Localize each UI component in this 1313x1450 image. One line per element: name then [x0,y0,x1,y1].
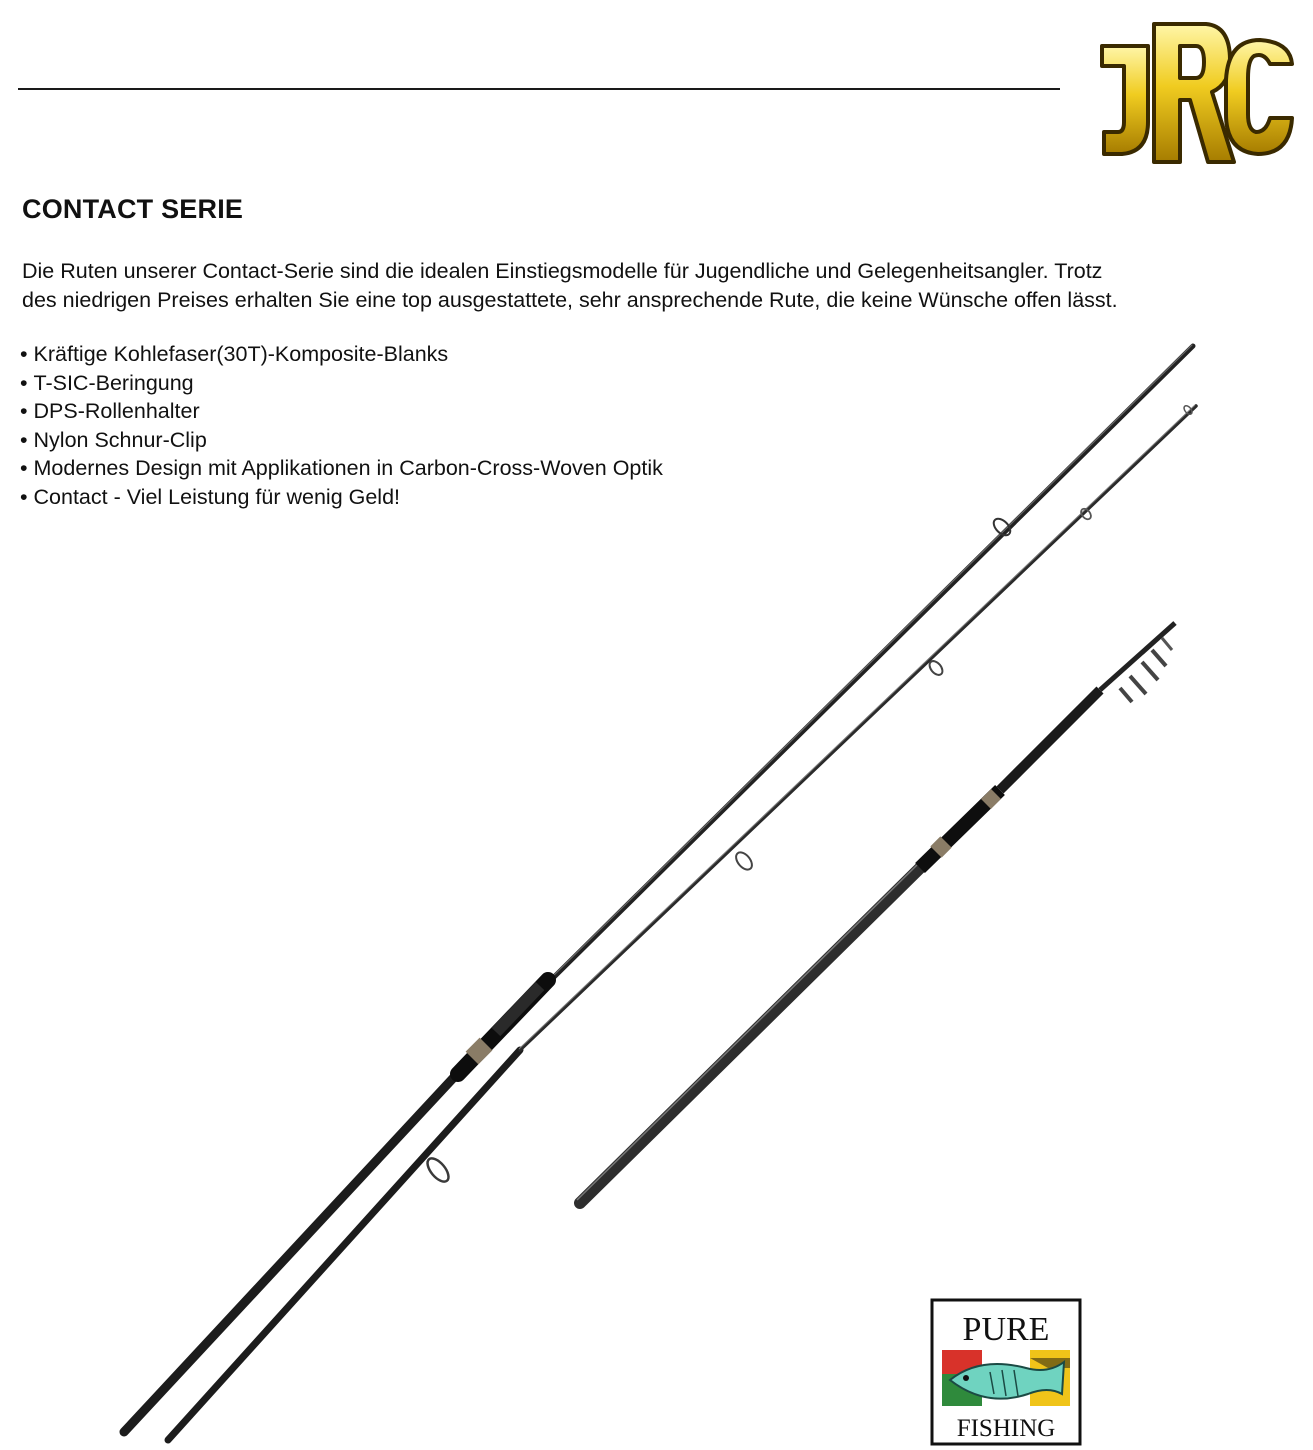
rod-one [124,345,1193,1432]
rod-two [168,404,1196,1440]
pure-fishing-brand-top: PURE [962,1311,1050,1348]
svg-text:JRC: JRC [1193,172,1195,173]
feature-item: • T-SIC-Beringung [20,369,663,398]
feature-item: • DPS-Rollenhalter [20,397,663,426]
feature-item: • Contact - Viel Leistung für wenig Geld! [20,483,663,512]
pure-fishing-brand-bottom: FISHING [956,1415,1056,1442]
feature-item: • Modernes Design mit Applikationen in Carbon-Cross-Woven Optik [20,454,663,483]
feature-item: • Kräftige Kohlefaser(30T)-Komposite-Blanks [20,340,663,369]
feature-item: • Nylon Schnur-Clip [20,426,663,455]
page-title: CONTACT SERIE [22,194,244,224]
pure-fishing-logo [930,1298,1082,1446]
product-description-line-2: des niedrigen Preises erhalten Sie eine top ausgestattete, sehr ansprechende Rute, die keine Wünsche offen lässt. [22,288,1118,312]
product-description-line-1: Die Ruten unserer Contact-Serie sind die idealen Einstiegsmodelle für Jugendliche und Gelegenheitsangler. Trotz [22,259,1103,283]
